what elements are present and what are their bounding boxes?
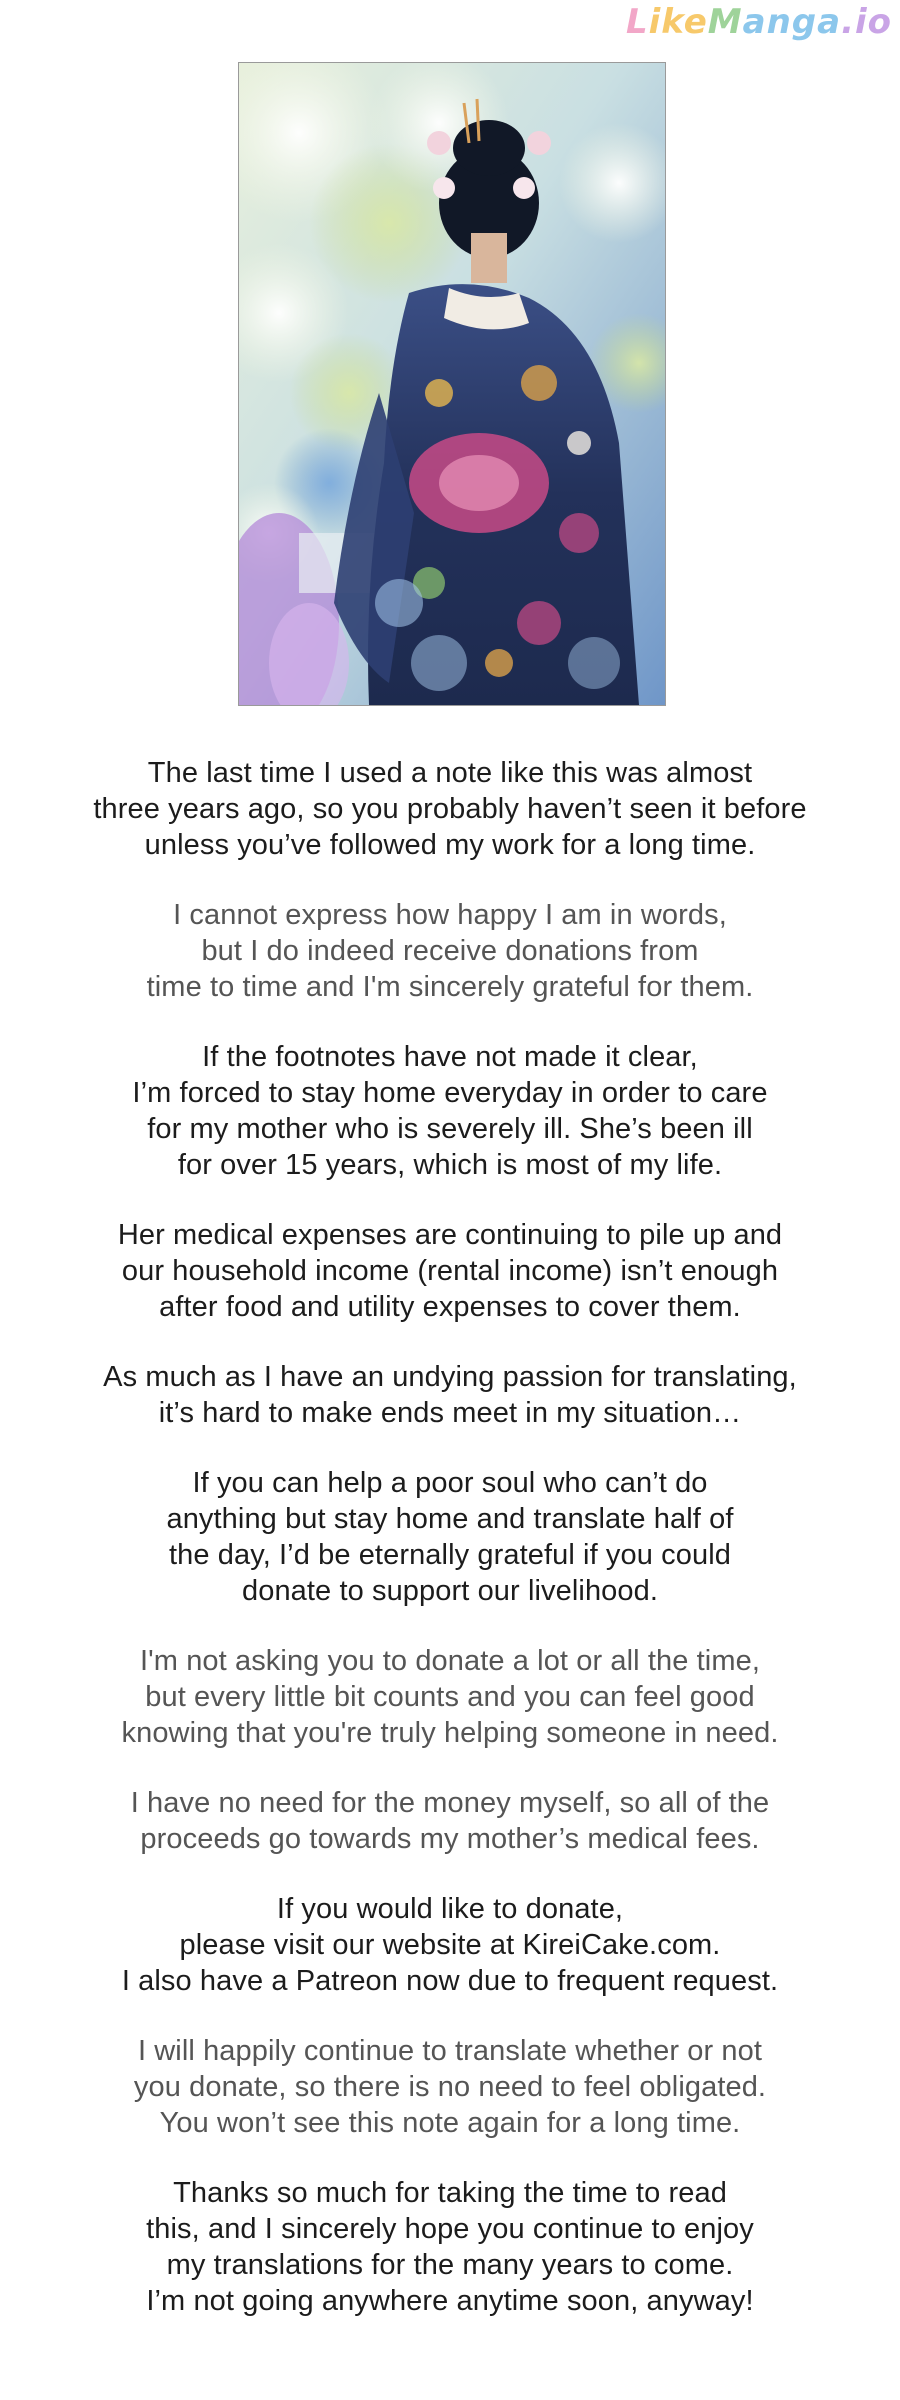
note-line: anything but stay home and translate half of <box>166 1503 734 1535</box>
note-line: the day, I’d be eternally grateful if you could <box>169 1539 731 1571</box>
note-line: donate to support our livelihood. <box>241 1575 659 1607</box>
note-line: As much as I have an undying passion for translating, <box>103 1361 797 1393</box>
note-line: for over 15 years, which is most of my life. <box>177 1149 723 1181</box>
note-line: for my mother who is severely ill. She’s been ill <box>147 1113 753 1145</box>
note-line: unless you’ve followed my work for a long time. <box>144 829 756 861</box>
note-line: I’m forced to stay home everyday in order to care <box>132 1077 768 1109</box>
note-line: Her medical expenses are continuing to pile up and <box>117 1219 783 1251</box>
note-line: I will happily continue to translate whether or not <box>137 2035 763 2067</box>
note-line: I have no need for the money myself, so all of the <box>130 1787 770 1819</box>
note-paragraph <box>40 1785 860 1857</box>
note-line: You won’t see this note again for a long time. <box>159 2107 741 2139</box>
note-line: it’s hard to make ends meet in my situation… <box>158 1397 742 1429</box>
note-paragraph <box>40 1039 860 1183</box>
note-line: my translations for the many years to come. <box>166 2249 734 2281</box>
note-line: but every little bit counts and you can feel good <box>145 1681 755 1713</box>
note-paragraph <box>40 2033 860 2141</box>
note-line: our household income (rental income) isn’t enough <box>121 1255 779 1287</box>
note-line: you donate, so there is no need to feel obligated. <box>133 2071 767 2103</box>
note-paragraph <box>40 897 860 1005</box>
watermark-part-5: .io <box>841 2 892 42</box>
note-paragraph <box>40 1891 860 1999</box>
note-line: If you would like to donate, <box>276 1893 624 1925</box>
note-line: If you can help a poor soul who can’t do <box>192 1467 708 1499</box>
watermark-part-1: L <box>625 2 649 42</box>
site-watermark-logo <box>626 2 892 42</box>
note-paragraph <box>40 2175 860 2319</box>
note-line: If the footnotes have not made it clear, <box>202 1041 698 1073</box>
note-line: after food and utility expenses to cover them. <box>159 1291 741 1323</box>
note-line: but I do indeed receive donations from <box>201 935 699 967</box>
note-line: Thanks so much for taking the time to read <box>173 2177 727 2209</box>
note-line: knowing that you're truly helping someone in need. <box>121 1717 779 1749</box>
kimono-woman-photo <box>238 62 666 706</box>
watermark-part-2: ike <box>648 2 708 42</box>
note-line: I cannot express how happy I am in words, <box>173 899 727 931</box>
note-paragraph <box>40 1217 860 1325</box>
note-line: I’m not going anywhere anytime soon, anyway! <box>146 2285 754 2317</box>
note-line: I'm not asking you to donate a lot or all the time, <box>140 1645 760 1677</box>
watermark-part-4: anga <box>742 2 842 42</box>
note-paragraph <box>40 755 860 863</box>
note-line: proceeds go towards my mother’s medical fees. <box>140 1823 760 1855</box>
note-line: please visit our website at KireiCake.com. <box>179 1929 721 1961</box>
note-line: The last time I used a note like this was almost <box>147 757 753 789</box>
note-line: time to time and I'm sincerely grateful for them. <box>146 971 754 1003</box>
note-line: three years ago, so you probably haven’t seen it before <box>93 793 807 825</box>
note-paragraph <box>40 1643 860 1751</box>
photo-illustration <box>239 63 665 705</box>
note-line: I also have a Patreon now due to frequent request. <box>121 1965 779 1997</box>
donation-note <box>40 755 860 2353</box>
note-paragraph <box>40 1465 860 1609</box>
note-line: this, and I sincerely hope you continue to enjoy <box>146 2213 754 2245</box>
watermark-part-3: M <box>707 2 743 42</box>
note-paragraph <box>40 1359 860 1431</box>
